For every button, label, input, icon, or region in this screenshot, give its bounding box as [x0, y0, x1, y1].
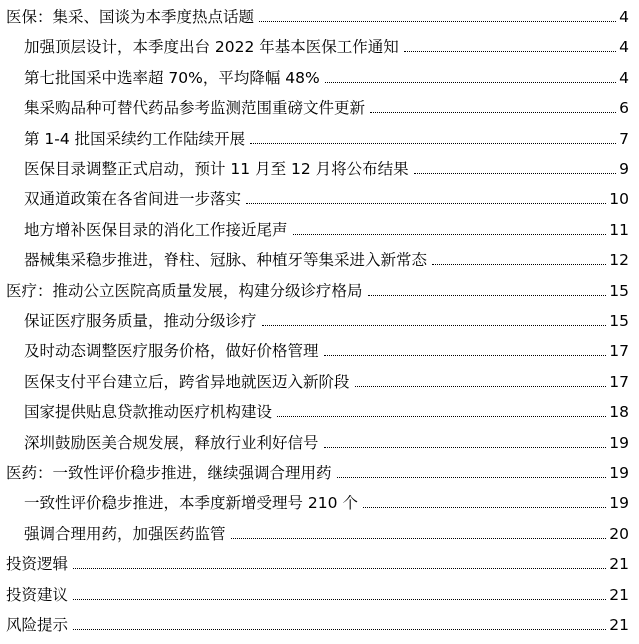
toc-subsection-entry[interactable] — [0, 184, 629, 208]
dot-leader — [231, 538, 607, 539]
toc-page-number: 4 — [619, 68, 629, 87]
dot-leader — [246, 203, 606, 204]
toc-subsection-entry[interactable] — [0, 336, 629, 360]
toc-entry-title: 第七批国采中选率超 70%，平均降幅 48% — [24, 68, 320, 87]
toc-subsection-entry[interactable] — [0, 488, 629, 512]
toc-entry-title: 国家提供贴息贷款推动医疗机构建设 — [24, 403, 273, 422]
toc-entry-title: 及时动态调整医疗服务价格，做好价格管理 — [24, 342, 319, 361]
toc-section-entry[interactable] — [0, 580, 629, 604]
toc-entry-title: 风险提示 — [6, 616, 69, 634]
toc-subsection-entry[interactable] — [0, 32, 629, 56]
toc-page-number: 19 — [609, 494, 629, 513]
toc-entry-title: 医药：一致性评价稳步推进，继续强调合理用药 — [6, 464, 332, 482]
toc-subsection-entry[interactable] — [0, 154, 629, 178]
toc-entry-title: 双通道政策在各省间进一步落实 — [24, 190, 242, 209]
toc-entry-title: 加强顶层设计，本季度出台 2022 年基本医保工作通知 — [24, 38, 399, 57]
toc-subsection-entry[interactable] — [0, 215, 629, 239]
toc-subsection-entry[interactable] — [0, 245, 629, 269]
toc-page-number: 12 — [609, 251, 629, 270]
toc-page-number: 10 — [609, 190, 629, 209]
toc-page-number: 4 — [619, 38, 629, 57]
toc-entry-title: 强调合理用药，加强医药监管 — [24, 524, 226, 543]
dot-leader — [432, 264, 606, 265]
toc-subsection-entry[interactable] — [0, 519, 629, 543]
toc-page-number: 4 — [619, 8, 629, 26]
dot-leader — [404, 51, 616, 52]
toc-subsection-entry[interactable] — [0, 124, 629, 148]
toc-section-entry[interactable] — [0, 458, 629, 482]
toc-page-number: 19 — [609, 433, 629, 452]
dot-leader — [277, 416, 606, 417]
dot-leader — [73, 568, 606, 569]
toc-subsection-entry[interactable] — [0, 428, 629, 452]
toc-page-number: 15 — [609, 281, 629, 300]
toc-entry-title: 集采购品种可替代药品参考监测范围重磅文件更新 — [24, 99, 366, 118]
toc-entry-title: 深圳鼓励医美合规发展，释放行业利好信号 — [24, 433, 319, 452]
toc-entry-title: 医疗：推动公立医院高质量发展，构建分级诊疗格局 — [6, 281, 363, 300]
dot-leader — [363, 507, 606, 508]
toc-subsection-entry[interactable] — [0, 93, 629, 117]
dot-leader — [293, 234, 607, 235]
toc-page-number: 19 — [609, 464, 629, 482]
toc-entry-title: 第 1-4 批国采续约工作陆续开展 — [24, 129, 246, 148]
toc-page-number: 9 — [619, 160, 629, 178]
dot-leader — [259, 21, 616, 22]
toc-page-number: 20 — [609, 524, 629, 543]
toc-page-number: 21 — [609, 585, 629, 604]
toc-entry-title: 医保：集采、国谈为本季度热点话题 — [6, 8, 255, 26]
dot-leader — [368, 295, 607, 296]
dot-leader — [414, 173, 616, 174]
toc-entry-title: 投资建议 — [6, 585, 69, 604]
dot-leader — [73, 629, 606, 630]
dot-leader — [337, 477, 607, 478]
toc-subsection-entry[interactable] — [0, 306, 629, 330]
toc-section-entry[interactable] — [0, 610, 629, 634]
dot-leader — [250, 143, 616, 144]
dot-leader — [73, 599, 606, 600]
toc-page-number: 15 — [609, 312, 629, 330]
dot-leader — [324, 355, 607, 356]
toc-entry-title: 一致性评价稳步推进，本季度新增受理号 210 个 — [24, 494, 358, 513]
toc-entry-title: 投资逻辑 — [6, 555, 69, 574]
toc-page-number: 7 — [619, 129, 629, 148]
toc-entry-title: 地方增补医保目录的消化工作接近尾声 — [24, 220, 288, 239]
dot-leader — [324, 447, 607, 448]
toc-page-number: 6 — [619, 99, 629, 118]
dot-leader — [262, 325, 607, 326]
toc-entry-title: 保证医疗服务质量，推动分级诊疗 — [24, 312, 257, 330]
toc-section-entry[interactable] — [0, 2, 629, 26]
toc-page-number: 21 — [609, 616, 629, 634]
toc-page-number: 17 — [609, 372, 629, 391]
toc-section-entry[interactable] — [0, 549, 629, 573]
toc-subsection-entry[interactable] — [0, 397, 629, 421]
dot-leader — [325, 82, 616, 83]
toc-entry-title: 医保支付平台建立后，跨省异地就医迈入新阶段 — [24, 372, 350, 391]
toc-page-number: 17 — [609, 342, 629, 361]
toc-page-number: 21 — [609, 555, 629, 574]
dot-leader — [370, 112, 616, 113]
dot-leader — [355, 386, 607, 387]
toc-entry-title: 器械集采稳步推进，脊柱、冠脉、种植牙等集采进入新常态 — [24, 251, 428, 270]
toc-section-entry[interactable] — [0, 276, 629, 300]
toc-subsection-entry[interactable] — [0, 63, 629, 87]
toc-page-number: 11 — [609, 220, 629, 239]
toc-subsection-entry[interactable] — [0, 367, 629, 391]
toc-page-number: 18 — [609, 403, 629, 422]
toc-entry-title: 医保目录调整正式启动，预计 11 月至 12 月将公布结果 — [24, 160, 409, 178]
